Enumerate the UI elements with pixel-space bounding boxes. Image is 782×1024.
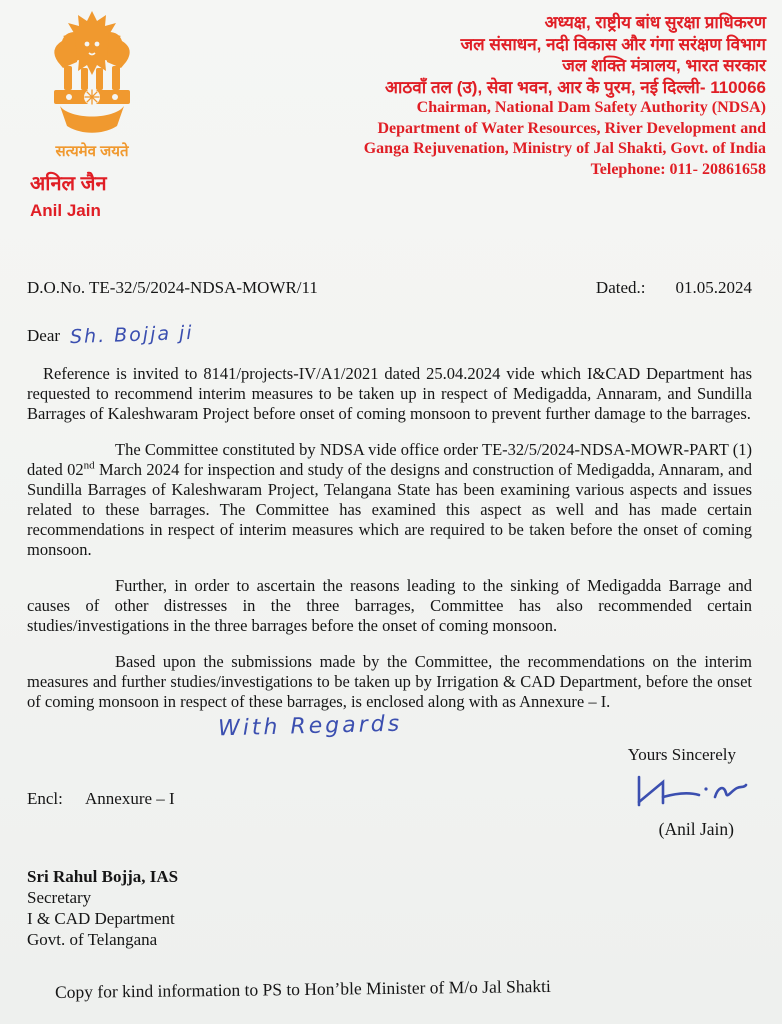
sender-block — [30, 172, 107, 222]
telephone-line: Telephone: 011- 20861658 — [590, 160, 766, 178]
body-paragraph-3: Further, in order to ascertain the reasons leading to the sinking of Medigadda Barrage and causes of other distresses in the three barrages, Committee has also recommended certain studies/investigations in the three barrages before the onset of coming monsoon. — [27, 576, 752, 635]
addressee-name: Sri Rahul Bojja, IAS — [27, 867, 179, 886]
enclosure-value: Annexure – I — [85, 789, 175, 808]
address-line-hindi: जल शक्ति मंत्रालय, भारत सरकार — [562, 56, 766, 75]
signature-name: (Anil Jain) — [658, 819, 734, 839]
emblem-block — [32, 8, 152, 161]
addressee-block — [27, 866, 752, 950]
address-line-english: Ganga Rejuvenation, Ministry of Jal Shakti, Govt. of India — [363, 140, 766, 157]
handwritten-regards: With Regards — [217, 711, 403, 742]
letterhead-address — [364, 12, 766, 180]
salutation-printed: Dear — [27, 326, 61, 345]
body-paragraph-1: Reference is invited to 8141/projects-IV/A1/2021 dated 25.04.2024 vide which I&CAD Department has requested to recommend interim measures to be taken up in respect of Medigadda, Annaram, and Sundilla Barrages of Kaleshwaram Project before onset of coming monsoon to prevent further damage to the barrages. — [27, 364, 752, 423]
closing-row — [27, 745, 752, 840]
copy-note: Copy for kind information to PS to Hon’ble Minister of M/o Jal Shakti — [54, 975, 551, 1002]
emblem-motto: सत्यमेव जयते — [55, 143, 129, 160]
ashoka-lion-capital-icon — [45, 8, 139, 134]
dated-label: Dated.: — [595, 278, 646, 297]
body-paragraph-4: Based upon the submissions made by the Committee, the recommendations on the interim measures and further studies/investigations to be taken up by Irrigation & CAD Department, before the onset of coming monsoon in respect of these barrages, is enclosed along with as Annexure – I. — [27, 652, 752, 711]
sign-off-text: Yours Sincerely — [627, 745, 736, 764]
address-line-hindi: अध्यक्ष, राष्ट्रीय बांध सुरक्षा प्राधिकरण — [544, 13, 766, 32]
enclosure-line — [27, 789, 175, 840]
handwritten-addressee-name: Sh. Bojja ji — [69, 321, 195, 349]
letter-date: 01.05.2024 — [675, 278, 752, 297]
date-group — [596, 278, 752, 298]
address-line-english: Chairman, National Dam Safety Authority (NDSA) — [416, 99, 766, 116]
address-line-hindi: आठवाँ तल (उ), सेवा भवन, आर के पुरम, नई दिल्ली- 110066 — [385, 77, 766, 97]
paragraph-2-text: The Committee constituted by NDSA vide office order TE-32/5/2024-NDSA-MOWR-PART (1) dated 02 — [27, 440, 752, 479]
ordinal-superscript: nd — [83, 459, 95, 472]
salutation — [27, 321, 752, 349]
body-paragraph-2 — [27, 440, 752, 560]
signoff-block — [627, 745, 752, 840]
paragraph-2-text: March 2024 for inspection and study of the designs and construction of Medigadda, Annaram, and Sundilla Barrages of Kaleshwaram Project, Telangana State has been examining various aspects and issues related to these barrages. The Committee has examined this aspect as well and has made certain recommendations in respect of interim measures which are required to be taken before the onset of coming monsoon. — [27, 460, 752, 559]
reference-number: D.O.No. TE-32/5/2024-NDSA-MOWR/11 — [27, 278, 318, 297]
enclosure-label: Encl: — [27, 789, 63, 808]
address-line-english: Department of Water Resources, River Development and — [377, 119, 766, 137]
addressee-government: Govt. of Telangana — [27, 930, 158, 949]
addressee-title: Secretary — [27, 888, 92, 907]
handwritten-signature-icon — [627, 769, 752, 815]
sender-name: Anil Jain — [30, 201, 101, 220]
letterhead — [0, 0, 782, 258]
reference-line — [27, 278, 752, 298]
address-line-hindi: जल संसाधन, नदी विकास और गंगा सरंक्षण विभाग — [460, 34, 766, 54]
addressee-department: I & CAD Department — [27, 909, 175, 928]
sender-name-hindi: अनिल जैन — [30, 173, 107, 195]
